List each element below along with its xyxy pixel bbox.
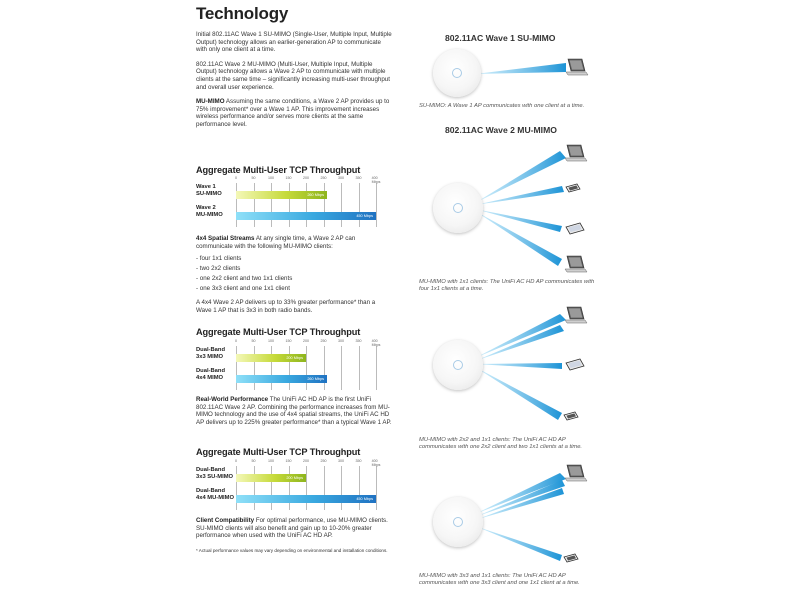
tick-label: 350 [355,459,362,463]
tick-label: 350 [355,176,362,180]
caption-2x2-1x1: MU-MIMO with 2x2 and 1x1 clients: The UniFi AC HD AP communicates with one 2x2 client and two 1x1 clients at a time. [419,437,583,450]
chart-title-1: Aggregate Multi-User TCP Throughput [196,165,361,175]
tick-label: 100 [268,176,274,180]
tick-label: 100 [268,459,274,463]
list-item: - four 1x1 clients [196,254,392,264]
tick-label: 200 [303,459,309,463]
tick-label: 350 [355,339,362,343]
tick-label: 400 Mbps [371,339,381,347]
page-title: Technology [196,4,289,23]
heading-wave2: 802.11AC Wave 2 MU-MIMO [445,125,557,135]
footnote: * Actual performance values may vary depending on environmental and installation conditions. [196,547,388,553]
phone-icon [564,554,578,562]
spatial-heading: 4x4 Spatial Streams [196,235,255,242]
phone-icon [566,184,580,192]
tick-label: 100 [268,339,274,343]
tablet-icon [566,223,584,234]
compat-heading: Client Compatibility [196,517,255,524]
ap-ring [453,517,463,527]
tick-label: 50 [251,459,256,463]
tick-label: 200 [303,339,309,343]
caption-3x3-1x1: MU-MIMO with 3x3 and 1x1 clients: The UniFi AC HD AP communicates with one 3x3 client and one 1x1 client at a time. [419,573,580,586]
signal-beam [475,367,562,420]
bar: 260 Mbps [236,375,327,383]
tick-label: 150 [285,339,292,343]
list-item: - two 2x2 clients [196,264,392,274]
signal-beam [475,314,566,358]
ap-ring [453,360,463,370]
caption-four-1x1: MU-MIMO with 1x1 clients: The UniFi AC HD AP communicates with four 1x1 clients at a time. [419,279,595,292]
bar: 260 Mbps [236,191,327,199]
tick-label: 200 [303,176,309,180]
tick-label: 250 [320,459,327,463]
tick-label: 300 [338,176,344,180]
tick-label: 250 [320,176,327,180]
tick-label: 0 [235,339,237,343]
tick-label: 50 [251,176,256,180]
tick-label: 150 [285,176,292,180]
tick-label: 150 [285,459,292,463]
access-point-icon [433,497,483,547]
tick-label: 400 Mbps [371,176,381,184]
laptop-icon [565,465,587,481]
signal-beam [475,209,562,232]
bar: 200 Mbps [236,354,306,362]
category-label: Dual-Band 3x3 MIMO [196,347,225,360]
chart-title-3: Aggregate Multi-User TCP Throughput [196,447,361,457]
tick-label: 250 [320,339,327,343]
bar: 450 Mbps [236,212,376,220]
tick-label: 400 Mbps [371,459,381,467]
compat-text: For optimal performance, use MU-MIMO clients. SU-MIMO clients will also benefit and gain up to 10-20% greater performance when used with the UniFi AC HD AP. [196,517,388,540]
laptop-icon [566,59,588,75]
phone-icon [564,412,578,420]
tick-label: 50 [251,339,256,343]
mumimo-heading: MU-MIMO [196,98,225,106]
chart-title-2: Aggregate Multi-User TCP Throughput [196,327,361,337]
signal-beam [475,480,565,517]
signal-beam [475,363,562,369]
category-label: Dual-Band 4x4 MIMO [196,368,225,381]
paragraph-wave1: Initial 802.11AC Wave 1 SU-MIMO (Single-User, Multiple Input, Multiple Output) technology allows an earlier-generation AP to communicate with only one client at a time. [196,31,392,54]
mumimo-text: Assuming the same conditions, a Wave 2 AP provides up to 75% improvement* over a Wave 1 AP. This improvement increases wireless performance and/or serves more clients at the same performance level. [196,98,390,128]
tick-label: 300 [338,459,344,463]
paragraph-spatial-tail: A 4x4 Wave 2 AP delivers up to 33% greater performance* than a Wave 1 AP that is 3x3 in both radio bands. [196,299,376,314]
signal-beam [475,63,566,74]
laptop-icon [565,256,587,272]
paragraph-wave2: 802.11AC Wave 2 MU-MIMO (Multi-User, Multiple Input, Multiple Output) technology allows a Wave 2 AP to communicate with multiple clients at the same time – significantly increasing multi-user throughput and overall user experience. [196,60,390,91]
tick-label: 0 [235,459,237,463]
access-point-icon [433,340,483,390]
realworld-text: The UniFi AC HD AP is the first UniFi 802.11AC Wave 2 AP. Combining the performance increases from MU-MIMO technology and the use of 4x4 spatial streams, the UniFi AC HD AP delivers up to 225% greater performance* than a typical Wave 1 AP. [196,396,392,426]
bar: 200 Mbps [236,474,306,482]
laptop-icon [565,307,587,323]
category-label: Wave 1 SU-MIMO [196,184,222,197]
tick-label: 300 [338,339,344,343]
ap-ring [452,68,462,78]
signal-beam [475,526,562,561]
signal-beam [475,325,564,361]
access-point-icon [433,49,481,97]
category-label: Dual-Band 3x3 SU-MIMO [196,467,234,480]
list-item: - one 2x2 client and two 1x1 clients [196,274,392,284]
laptop-icon [565,145,587,161]
caption-wave1: SU-MIMO: A Wave 1 AP communicates with one client at a time. [419,103,585,109]
category-label: Dual-Band 4x4 MU-MIMO [196,488,235,501]
category-label: Wave 2 MU-MIMO [196,205,223,218]
heading-wave1: 802.11AC Wave 1 SU-MIMO [445,33,556,43]
spatial-text: At any single time, a Wave 2 AP can communicate with the following MU-MIMO clients: [196,235,356,250]
tablet-icon [566,359,584,370]
tick-label: 0 [235,176,237,180]
realworld-heading: Real-World Performance [196,396,269,403]
ap-ring [453,203,463,213]
list-item: - one 3x3 client and one 1x1 client [196,284,392,294]
bar: 450 Mbps [236,495,376,503]
access-point-icon [433,183,483,233]
